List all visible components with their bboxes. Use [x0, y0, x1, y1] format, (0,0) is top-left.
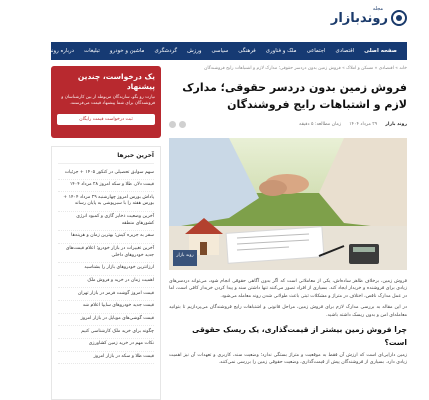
nav-item-contact[interactable]: تماس با ما	[3, 48, 28, 54]
latest-news-item[interactable]: قیمت جدید خودروهای سایپا اعلام شد	[58, 301, 154, 314]
article-date: ۲۹ مرداد ۱۴۰۴	[349, 121, 378, 127]
article-hero-image	[169, 138, 407, 270]
nav-item-about[interactable]: درباره روند بازار	[37, 48, 75, 54]
header	[29, 0, 429, 40]
latest-news-item[interactable]: قیمت گوشی‌های موبایل در بازار امروز	[58, 314, 154, 327]
promo-box	[51, 66, 161, 138]
latest-news-item[interactable]: قیمت امروز گوشت قرمز در بازار تهران	[58, 288, 154, 301]
sidebar	[51, 66, 161, 400]
nav-item-sports[interactable]: ورزش	[187, 48, 202, 54]
logo-text: روندبازار	[330, 10, 388, 26]
latest-news-item[interactable]: قیمت دلار، طلا و سکه امروز ۲۸ مرداد ۱۴۰۴	[58, 180, 154, 193]
nav-item-property-tech[interactable]: ملک و فناوری	[265, 48, 297, 54]
latest-news-item[interactable]: ارزانترین خودروهای بازار را بشناسید	[58, 263, 154, 276]
handshake-illustration	[169, 138, 407, 270]
site-logo[interactable]	[331, 10, 407, 26]
main-navigation	[3, 42, 407, 60]
latest-news-title: آخرین خبرها	[58, 152, 154, 164]
latest-news-item[interactable]: آخرین وضعیت ذخایر گازی و کمبود انرژی کشورهای منطقه	[58, 212, 154, 231]
print-icon[interactable]	[169, 121, 176, 128]
nav-item-culture[interactable]: فرهنگی	[238, 48, 256, 54]
logo-icon	[391, 10, 407, 26]
latest-news-item[interactable]: پاداش بورس امروز چهارشنبه ۲۹ مرداد ۱۴۰۴ + بورس هفته را با سبزپوشی به پایان رساند	[58, 192, 154, 211]
promo-text: نیازت رو بگو، سازندگان مربوطه از بین کارشناسان و فروشندگان برای شما پیشنهاد قیمت می‌فرستند.	[61, 94, 155, 106]
latest-news	[51, 146, 161, 400]
share-icon[interactable]	[179, 121, 186, 128]
latest-news-item[interactable]: سفر به جزیره کیش؛ بهترین زمان و هزینه‌ها	[58, 231, 154, 244]
latest-news-item[interactable]: اهمیت زمان در خرید و فروش ملک	[58, 276, 154, 289]
promo-button[interactable]: ثبت درخواست قیمت رایگان	[57, 114, 155, 125]
share-icons	[169, 121, 186, 128]
logo-subtitle: مجله	[372, 6, 383, 12]
nav-item-economy[interactable]: اقتصادی	[335, 48, 355, 54]
nav-item-social[interactable]: اجتماعی	[306, 48, 326, 54]
latest-news-item[interactable]: سهم سوابق تحصیلی در کنکور ۱۴۰۵ + جزئیات	[58, 167, 154, 180]
article-author[interactable]: روند بازار	[385, 121, 407, 127]
article-paragraph: زمین دارایی‌ای است که ارزش آن فقط به موقعیت و متراژ بستگی ندارد؛ وضعیت سند، کاربری و تعهدات آن نیز اهمیت زیادی دارد. بسیاری از فروشندگان پیش از قیمت‌گذاری، وضعیت حقوقی زمین را بررسی نمی‌کنند.	[169, 352, 407, 366]
article-title: فروش زمین بدون دردسر حقوقی؛ مدارک لازم و اشتباهات رایج فروشندگان	[182, 80, 407, 111]
article-column	[169, 66, 407, 371]
latest-news-item[interactable]: نکات مهم در خرید زمین کشاورزی	[58, 339, 154, 352]
article-meta	[169, 121, 407, 128]
article-reading-time: زمان مطالعه: ۵ دقیقه	[299, 121, 342, 127]
nav-item-tourism[interactable]: گردشگری	[154, 48, 178, 54]
image-watermark: روند بازار	[176, 252, 194, 258]
latest-news-item[interactable]: قیمت طلا و سکه در بازار امروز	[58, 352, 154, 365]
nav-item-politics[interactable]: سیاسی	[211, 48, 229, 54]
latest-news-item[interactable]: چگونه برای خرید ملک کارشناسی کنیم	[58, 326, 154, 339]
article-paragraph: فروش زمین، برخلاف ظاهر ساده‌اش، یکی از معاملاتی است که اگر بدون آگاهی حقوقی انجام شود، می‌تواند دردسرهای زیادی برای فروشنده و خریدار ایجاد کند. بسیاری از افراد تصور می‌کنند تنها داشتن سند و پیدا کردن خریدار کافی است، اما در عمل مدارک ناقص، اختلاف در متراژ و مشکلات ثبتی باعث طولانی شدن روند معامله می‌شود.	[169, 278, 407, 299]
article-subheading: چرا فروش زمین بیشتر از قیمت‌گذاری، یک ریسک حقوقی است؟	[192, 325, 407, 347]
nav-item-cars[interactable]: ماشین و خودرو	[109, 48, 145, 54]
promo-title: یک درخواست، چندین پیشنهاد	[77, 72, 155, 91]
latest-news-item[interactable]: آخرین تغییرات در بازار خودرو؛ اعلام قیمت‌های جدید خودروهای داخلی	[58, 244, 154, 263]
article-paragraph: در این مقاله به بررسی مدارک لازم برای فروش زمین، مراحل قانونی و اشتباهات رایج فروشندگان می‌پردازیم تا بتوانید معامله‌ای امن و بدون ریسک داشته باشید.	[169, 305, 407, 318]
article-body	[169, 278, 407, 367]
breadcrumb[interactable]: خانه » اقتصادی » مسکن و املاک » فروش زمین بدون دردسر حقوقی؛ مدارک لازم و اشتباهات رایج فروشندگان	[204, 66, 407, 71]
nav-item-home[interactable]: صفحه اصلی	[364, 48, 397, 54]
nav-item-ads[interactable]: تبلیغات	[84, 48, 100, 54]
